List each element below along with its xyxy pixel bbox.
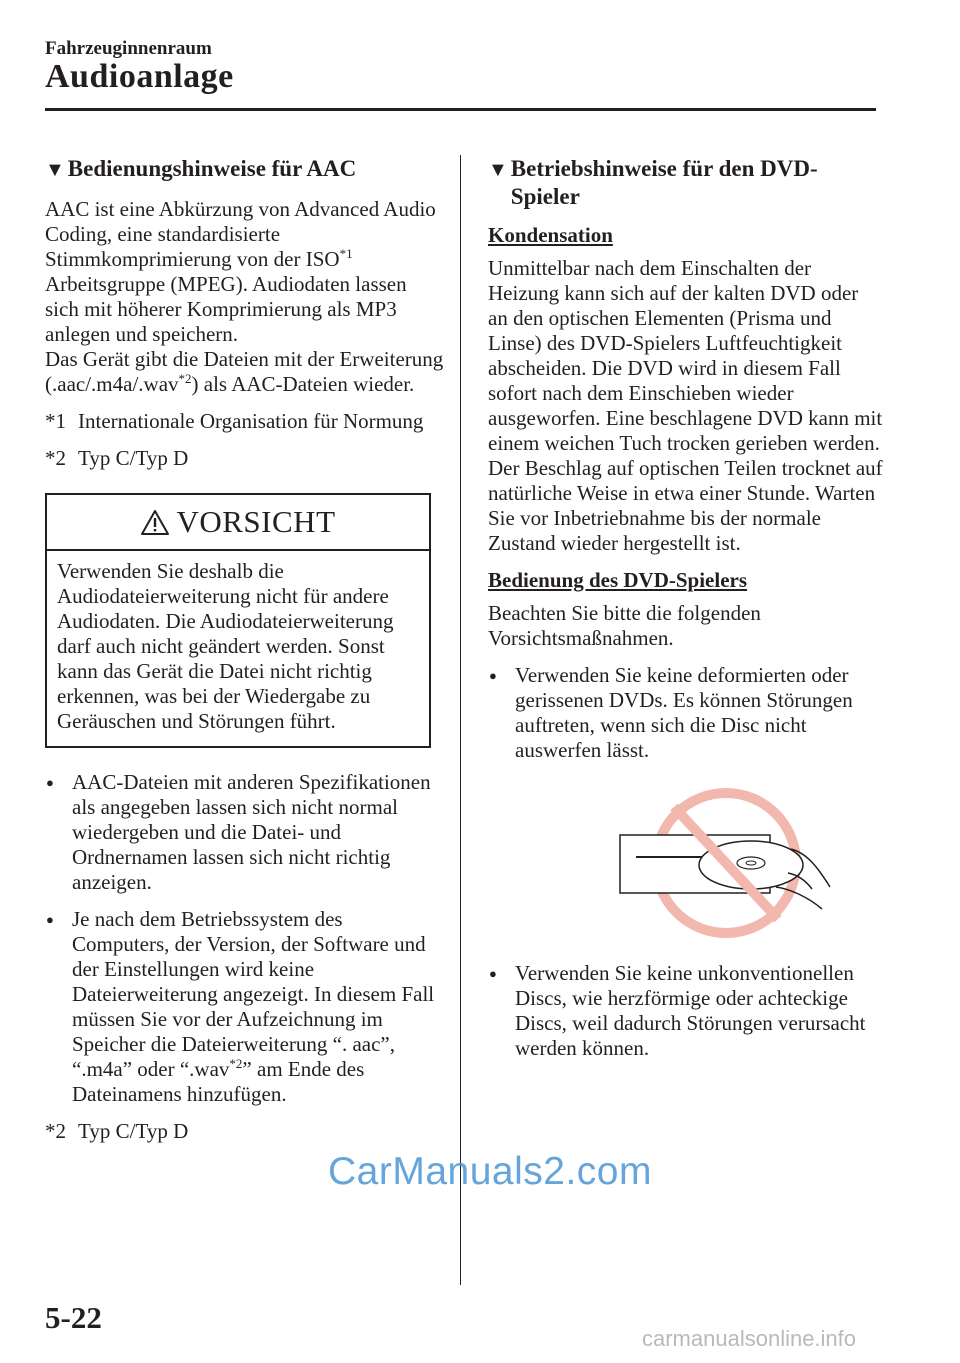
prohibited-disc-icon [616, 783, 836, 943]
caution-body: Verwenden Sie deshalb die Audiodateierweiterung nicht für andere Audiodaten. Die Audiodateierweiterung darf auch nicht geändert werden. Sonst kann das Gerät die Datei nicht richtig erkennen, was bei der Wiedergabe zu Geräuschen und Störungen führt. [57, 559, 394, 733]
watermark-logo: CarManuals2.com [328, 1150, 652, 1193]
header-rule [45, 108, 876, 111]
triangle-down-icon: ▼ [488, 159, 508, 181]
right-column [488, 155, 883, 1061]
list-item: ● AAC-Dateien mit anderen Spezifikationen als angegeben lassen sich nicht normal wiedergeben und die Datei- und Ordnernamen lassen sich nicht richtig anzeigen. [46, 770, 431, 894]
footnote-1: *1 Internationale Organisation für Normung [45, 409, 424, 433]
section-label: Fahrzeuginnenraum [45, 38, 212, 59]
condensation-text: Unmittelbar nach dem Einschalten der Heizung kann sich auf der kalten DVD oder an den optischen Elementen (Prisma und Linse) des DVD-Spielers Luftfeuchtigkeit abscheiden. Die DVD wird in diesem Fall sofort nach dem Einschieben wieder ausgeworfen. Eine beschlagene DVD kann mit einem weichen Tuch trocken gerieben werden. Der Beschlag auf optischen Teilen trocknet auf natürliche Weise in etwa einer Stunde. Warten Sie vor Inbetriebnahme bis der normale Zustand wieder hergestellt ist. [488, 256, 883, 555]
aac-intro: AAC ist eine Abkürzung von Advanced Audio Coding, eine standardisierte Stimmkomprimierung von der ISO$^{*1}$ Arbeitsgruppe (MPEG). Audiodaten lassen sich mit höherer Komprimierung als MP3 anlegen und speichern. [45, 197, 436, 346]
no-deformed-disc-illustration [488, 783, 883, 943]
page-title: Audioanlage [45, 58, 234, 95]
subheading-operation: Bedienung des DVD-Spielers [488, 568, 748, 592]
bullet-icon: ● [46, 912, 54, 927]
aac-heading: ▼ Bedienungshinweise für AAC [45, 155, 445, 185]
aac-extension-text: Das Gerät gibt die Dateien mit der Erweiterung (.aac/.m4a/.wav$^{*2}$) als AAC-Dateien wieder. [45, 347, 444, 396]
bullet-icon: ● [46, 775, 54, 790]
page-number: 5-22 [45, 1300, 102, 1335]
list-item: ● Verwenden Sie keine unkonventionellen Discs, wie herzförmige oder achteckige Discs, weil dadurch Störungen verursacht werden können. [489, 961, 866, 1060]
bullet-icon: ● [489, 668, 497, 683]
subheading-condensation: Kondensation [488, 223, 613, 247]
list-item: ● Verwenden Sie keine deformierten oder gerissenen DVDs. Es können Störungen auftreten, wenn sich die Disc nicht auswerfen lässt. [489, 663, 853, 762]
left-column [45, 155, 445, 1144]
site-watermark: carmanualsonline.info [642, 1326, 857, 1351]
footnote-3: *2 Typ C/Typ D [45, 1119, 189, 1143]
column-divider [460, 155, 461, 1285]
operation-text: Beachten Sie bitte die folgenden Vorsichtsmaßnahmen. [488, 601, 761, 650]
caution-title: VORSICHT [47, 495, 429, 551]
triangle-down-icon: ▼ [45, 159, 65, 181]
warning-triangle-icon [140, 509, 170, 536]
bullet-icon: ● [489, 966, 497, 981]
list-item: ● Je nach dem Betriebssystem des Computers, der Version, der Software und der Einstellungen wird keine Dateierweiterung angezeigt. In diesem Fall müssen Sie vor der Aufzeichnung im Speicher die Dateierweiterung “. aac”, “.m4a” oder “.wav$^{*2}$” am Ende des Dateinamens hinzufügen. [46, 907, 435, 1106]
footnote-2: *2 Typ C/Typ D [45, 446, 189, 470]
caution-box [45, 493, 431, 748]
dvd-heading: ▼ Betriebshinweise für den DVD-Spieler [488, 156, 818, 209]
